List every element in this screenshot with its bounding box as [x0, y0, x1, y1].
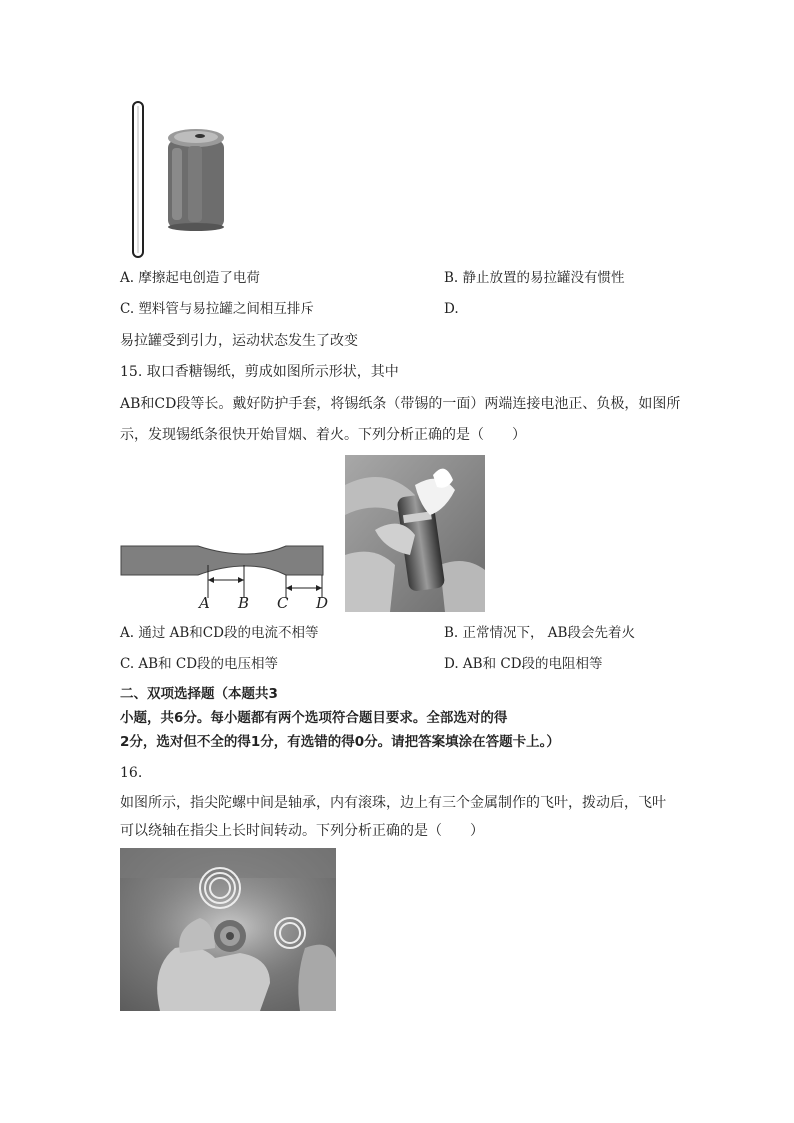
- q14-option-d-text: 易拉罐受到引力，运动状态发生了改变: [120, 333, 358, 349]
- q15-option-b: B. 正常情况下， AB段会先着火: [444, 625, 635, 641]
- label-c: C: [277, 594, 289, 612]
- label-d: D: [316, 594, 329, 612]
- q14-option-a: A. 摩擦起电创造了电荷: [120, 270, 260, 286]
- label-a: A: [199, 594, 210, 612]
- q15-option-c: C. AB和 CD段的电压相等: [120, 656, 279, 672]
- q14-option-b: B. 静止放置的易拉罐没有惯性: [444, 270, 625, 286]
- q15-stem-line1: 15. 取口香糖锡纸，剪成如图所示形状，其中: [120, 364, 399, 380]
- q14-option-d: D.: [444, 301, 459, 317]
- q15-stem-line3: 示，发现锡纸条很快开始冒烟、着火。下列分析正确的是（ ）: [120, 427, 526, 443]
- q16-number: 16.: [120, 765, 143, 781]
- battery-foil-photo: [345, 455, 485, 612]
- section-heading-line3: 2分，选对但不全的得1分，有选错的得0分。请把答案填涂在答题卡上。）: [120, 734, 560, 750]
- q15-option-a: A. 通过 AB和CD段的电流不相等: [120, 625, 319, 641]
- label-b: B: [238, 594, 250, 612]
- q16-stem-line2: 可以绕轴在指尖上长时间转动。下列分析正确的是（ ）: [120, 823, 484, 839]
- section-heading-line1: 二、双项选择题（本题共3: [120, 686, 278, 702]
- section-heading-line2: 小题，共6分。每小题都有两个选项符合题目要求。全部选对的得: [120, 710, 508, 726]
- spinner-hub: [214, 920, 246, 952]
- q16-stem-line1: 如图所示，指尖陀螺中间是轴承，内有滚珠，边上有三个金属制作的飞叶，拨动后，飞叶: [120, 795, 666, 811]
- q14-figure: [128, 100, 238, 260]
- foil-strip: [121, 546, 323, 575]
- q15-option-d: D. AB和 CD段的电阻相等: [444, 656, 603, 672]
- q14-option-c: C. 塑料管与易拉罐之间相互排斥: [120, 301, 314, 317]
- foil-strip-diagram: [118, 540, 333, 615]
- q15-stem-line2: AB和CD段等长。戴好防护手套，将锡纸条（带锡的一面）两端连接电池正、负极，如图所: [120, 396, 681, 412]
- soda-can: [168, 129, 224, 231]
- fidget-spinner-photo: [120, 848, 336, 1011]
